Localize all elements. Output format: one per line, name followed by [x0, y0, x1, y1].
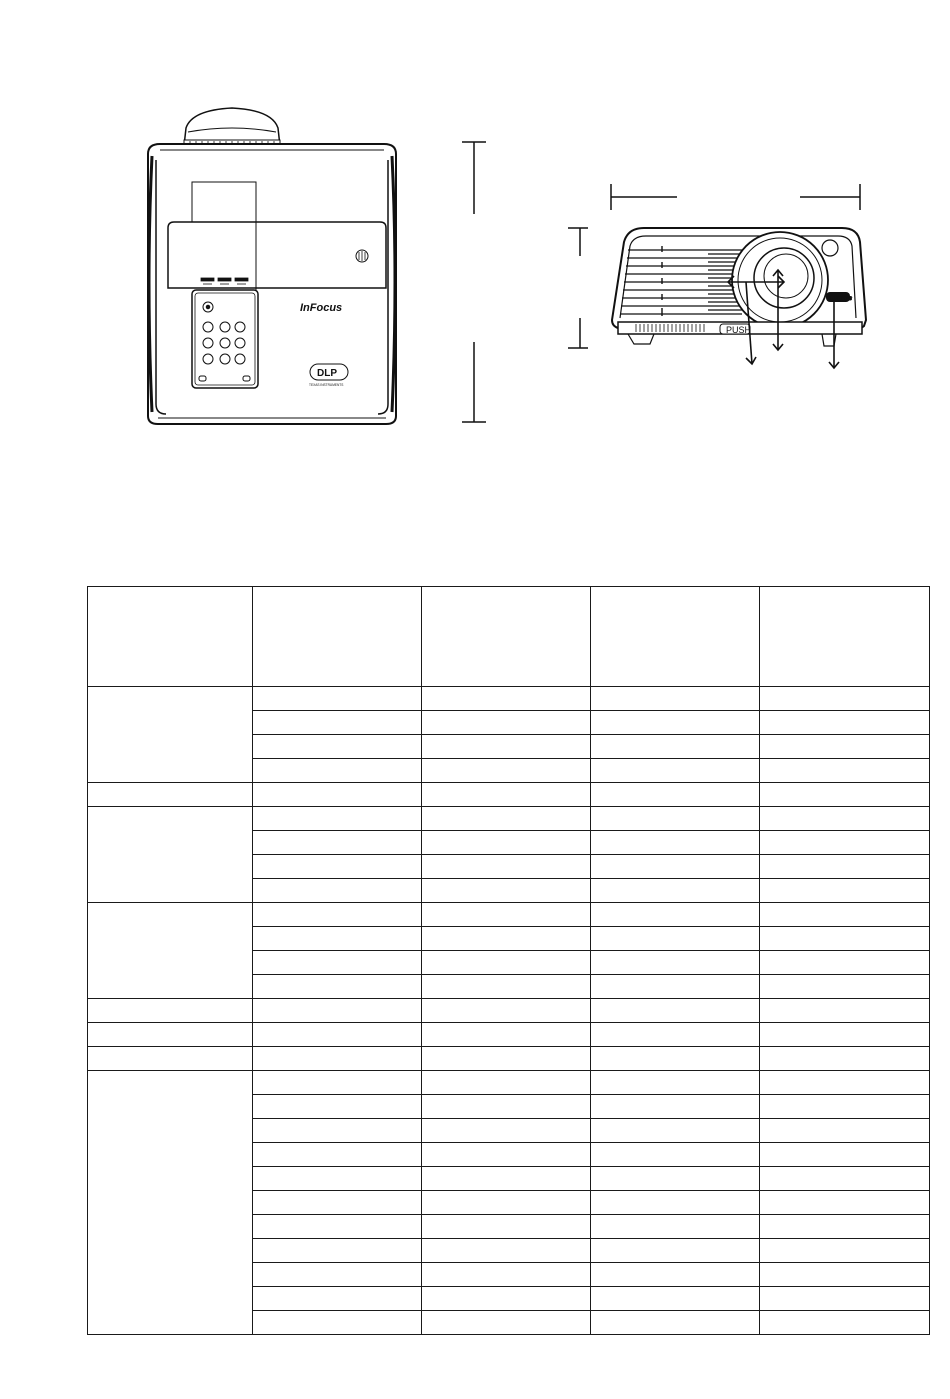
row-group-label-cell: [88, 999, 253, 1023]
table-cell: [422, 951, 591, 975]
projector-diagrams: [0, 0, 950, 560]
table-cell: [760, 903, 930, 927]
table-cell: [591, 1071, 760, 1095]
table-cell: [760, 711, 930, 735]
table-cell: [591, 1191, 760, 1215]
table-cell: [422, 735, 591, 759]
table-cell: [422, 1239, 591, 1263]
header-cell: [422, 587, 591, 687]
table-cell: [422, 1215, 591, 1239]
table-cell: [422, 999, 591, 1023]
table-cell: [760, 1287, 930, 1311]
table-cell: [760, 735, 930, 759]
table-cell: [591, 927, 760, 951]
push-label: PUSH: [726, 325, 752, 335]
table-cell: [591, 1287, 760, 1311]
table-cell: [591, 1239, 760, 1263]
table-cell: [253, 1143, 422, 1167]
table-cell: [760, 975, 930, 999]
spec-table-body: [88, 687, 930, 1335]
table-cell: [422, 879, 591, 903]
table-cell: [760, 927, 930, 951]
table-cell: [422, 807, 591, 831]
dlp-subtext: TEXAS INSTRUMENTS: [309, 383, 344, 387]
row-group-label-cell: [88, 1023, 253, 1047]
row-group-label-cell: [88, 807, 253, 903]
table-cell: [253, 831, 422, 855]
table-cell: [422, 1311, 591, 1335]
table-cell: [591, 1143, 760, 1167]
table-cell: [253, 1023, 422, 1047]
row-group-label-cell: [88, 783, 253, 807]
table-cell: [591, 879, 760, 903]
table-cell: [253, 1167, 422, 1191]
table-cell: [422, 759, 591, 783]
front-view-width-dimension: [611, 184, 860, 210]
table-cell: [422, 1191, 591, 1215]
front-infocus-badge: InFocus: [829, 296, 853, 302]
table-cell: [422, 1023, 591, 1047]
table-cell: [253, 879, 422, 903]
table-cell: [422, 1143, 591, 1167]
table-cell: [253, 951, 422, 975]
table-cell: [422, 1047, 591, 1071]
row-group-label-cell: [88, 687, 253, 783]
header-cell: [591, 587, 760, 687]
front-view-height-dimension: [568, 228, 588, 348]
table-cell: [422, 1095, 591, 1119]
header-cell: [253, 587, 422, 687]
table-cell: [253, 1263, 422, 1287]
table-cell: [591, 975, 760, 999]
table-cell: [253, 1191, 422, 1215]
table-cell: [253, 903, 422, 927]
table-cell: [422, 1119, 591, 1143]
projector-top-view: [148, 108, 396, 424]
table-cell: [253, 975, 422, 999]
projector-front-view: [568, 184, 866, 368]
table-cell: [591, 735, 760, 759]
table-cell: [253, 687, 422, 711]
table-cell: [253, 1215, 422, 1239]
table-cell: [760, 1143, 930, 1167]
row-group-label-cell: [88, 1071, 253, 1335]
table-cell: [760, 879, 930, 903]
header-cell: [760, 587, 930, 687]
table-cell: [253, 927, 422, 951]
header-row: [88, 587, 930, 687]
table-cell: [591, 831, 760, 855]
table-cell: [422, 711, 591, 735]
table-cell: [422, 855, 591, 879]
table-cell: [591, 999, 760, 1023]
table-cell: [422, 831, 591, 855]
table-cell: [760, 1239, 930, 1263]
table-cell: [760, 1215, 930, 1239]
infocus-logo: InFocus: [300, 302, 343, 314]
table-cell: [760, 855, 930, 879]
spec-table-header: [88, 587, 930, 687]
table-cell: [760, 999, 930, 1023]
table-cell: [422, 903, 591, 927]
table-row: [88, 687, 930, 711]
table-cell: [760, 1071, 930, 1095]
header-cell: [88, 587, 253, 687]
table-cell: [253, 1239, 422, 1263]
table-row: [88, 783, 930, 807]
table-cell: [591, 807, 760, 831]
table-cell: [422, 1167, 591, 1191]
table-cell: [591, 1167, 760, 1191]
table-cell: [591, 687, 760, 711]
table-cell: [591, 855, 760, 879]
table-cell: [422, 975, 591, 999]
table-cell: [591, 1215, 760, 1239]
table-cell: [591, 1095, 760, 1119]
table-cell: [422, 927, 591, 951]
table-cell: [253, 1071, 422, 1095]
table-cell: [760, 1095, 930, 1119]
table-cell: [253, 759, 422, 783]
table-cell: [422, 687, 591, 711]
table-cell: [760, 1047, 930, 1071]
spec-table: [87, 586, 930, 1335]
table-cell: [422, 1071, 591, 1095]
table-cell: [760, 759, 930, 783]
top-view-depth-dimension: [462, 142, 486, 422]
table-cell: [253, 783, 422, 807]
table-cell: [760, 1023, 930, 1047]
table-cell: [591, 1263, 760, 1287]
table-cell: [253, 1287, 422, 1311]
table-row: [88, 807, 930, 831]
table-cell: [253, 807, 422, 831]
table-cell: [253, 999, 422, 1023]
table-row: [88, 1047, 930, 1071]
table-cell: [760, 951, 930, 975]
table-cell: [591, 1047, 760, 1071]
table-cell: [253, 1095, 422, 1119]
table-cell: [760, 1311, 930, 1335]
table-cell: [760, 783, 930, 807]
table-row: [88, 903, 930, 927]
table-row: [88, 999, 930, 1023]
table-cell: [422, 1287, 591, 1311]
dlp-logo: DLP: [317, 368, 337, 379]
table-row: [88, 1023, 930, 1047]
table-cell: [253, 855, 422, 879]
table-cell: [422, 783, 591, 807]
table-cell: [591, 951, 760, 975]
table-cell: [760, 1119, 930, 1143]
table-cell: [422, 1263, 591, 1287]
table-cell: [760, 1263, 930, 1287]
table-cell: [253, 1047, 422, 1071]
table-cell: [760, 1191, 930, 1215]
table-cell: [253, 1119, 422, 1143]
table-cell: [591, 1311, 760, 1335]
table-cell: [591, 759, 760, 783]
table-cell: [591, 1119, 760, 1143]
table-cell: [760, 807, 930, 831]
table-cell: [591, 1023, 760, 1047]
table-cell: [760, 831, 930, 855]
table-row: [88, 1071, 930, 1095]
table-cell: [760, 1167, 930, 1191]
row-group-label-cell: [88, 903, 253, 999]
table-cell: [591, 783, 760, 807]
table-cell: [591, 903, 760, 927]
table-cell: [253, 735, 422, 759]
table-cell: [591, 711, 760, 735]
table-cell: [760, 687, 930, 711]
row-group-label-cell: [88, 1047, 253, 1071]
table-cell: [253, 711, 422, 735]
table-cell: [253, 1311, 422, 1335]
